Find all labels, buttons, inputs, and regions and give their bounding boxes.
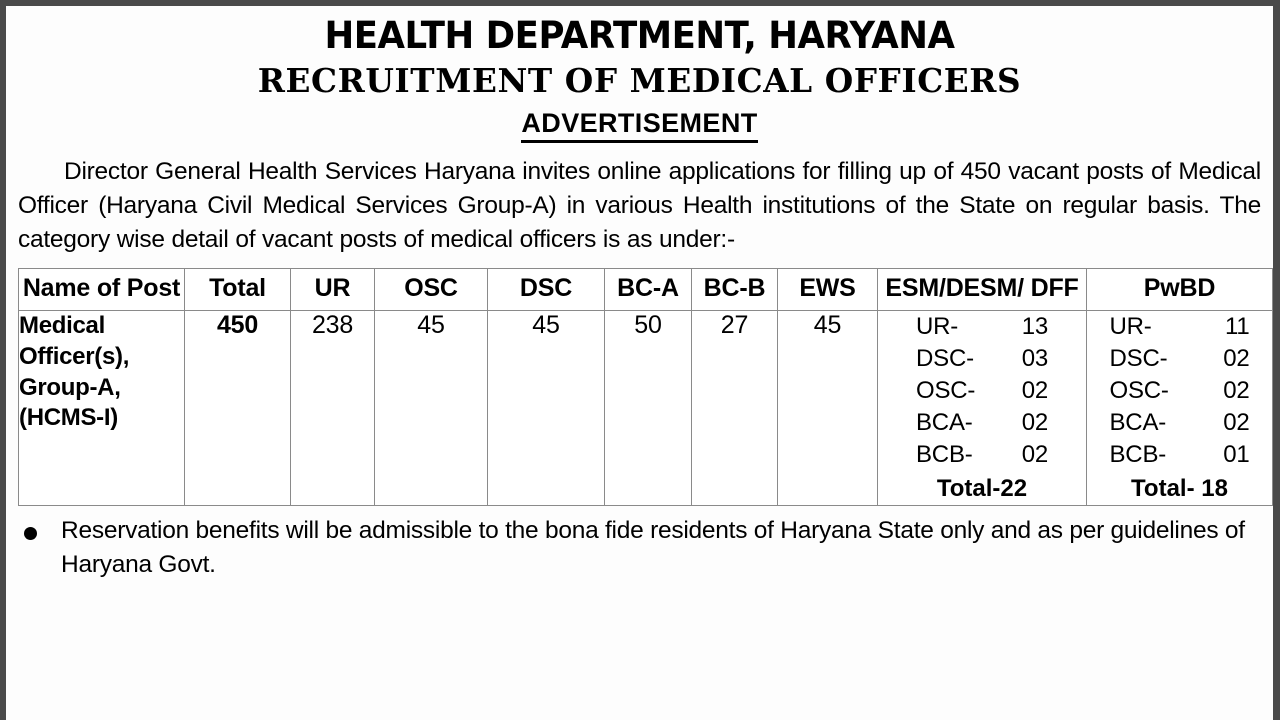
cell-total: 450 [185,311,291,505]
pwbd-label-bca: BCA- [1109,409,1167,436]
cell-ur: 238 [291,311,375,505]
pwbd-label-osc: OSC- [1109,377,1169,405]
pwbd-breakdown-row [1087,439,1272,471]
reservation-note-text: Reservation benefits will be admissible to the bona fide residents of Haryana State only and as per guidelines of Haryana Govt. [61,516,1245,579]
column-header-bc-a: BC-A [605,268,692,311]
esm-label-bcb: BCB- [916,440,973,468]
pwbd-breakdown-row [1087,407,1272,439]
pwbd-breakdown-row [1087,311,1272,343]
esm-breakdown-row [878,407,1086,439]
table-row [19,311,1273,505]
column-header-esm-desm-dff: ESM/DESM/ DFF [878,268,1087,311]
column-header-name-of-post: Name of Post [19,268,185,311]
esm-value-dsc: 03 [1021,345,1048,373]
pwbd-value-osc: 02 [1223,377,1250,405]
page-title: HEALTH DEPARTMENT, HARYANA [324,14,955,57]
pwbd-label-bcb: BCB- [1109,440,1167,468]
esm-value-bcb: 02 [1021,440,1048,468]
pwbd-breakdown-row [1087,375,1272,407]
pwbd-label-dsc: DSC- [1109,345,1168,373]
esm-breakdown-row [878,439,1086,471]
pwbd-label-ur: UR- [1109,313,1152,341]
column-header-dsc: DSC [488,268,605,311]
cell-ews: 45 [778,311,878,505]
cell-bc-b: 27 [692,311,778,505]
esm-value-ur: 13 [1021,313,1048,341]
pwbd-value-dsc: 02 [1223,345,1250,373]
esm-breakdown-row [878,375,1086,407]
column-header-bc-b: BC-B [692,268,778,311]
document-header [6,6,1273,143]
reservation-note [18,514,1261,583]
esm-total: Total-22 [936,474,1028,502]
cell-dsc: 45 [488,311,605,505]
document-body [6,6,1273,720]
column-header-pwbd: PwBD [1087,268,1273,311]
pwbd-value-bcb: 01 [1223,440,1250,468]
esm-label-bca: BCA- [916,409,973,436]
pwbd-breakdown-row [1087,343,1272,375]
esm-breakdown-row [878,311,1086,343]
esm-value-osc: 02 [1021,377,1048,405]
vacancy-table-wrapper [18,268,1261,506]
bullet-icon [24,527,37,540]
pwbd-value-bca: 02 [1223,409,1250,436]
esm-label-osc: OSC- [916,377,976,405]
cell-post-name: Medical Officer(s), Group-A, (HCMS-I) [19,311,185,505]
cell-bc-a: 50 [605,311,692,505]
intro-paragraph: Director General Health Services Haryana invites online applications for filling up of 450 vacant posts of Medical Officer (Haryana Civil Medical Services Group-A) in various Health institutions of the State on regular basis. The category wise detail of vacant posts of medical officers is as under:- [18,157,1261,254]
esm-label-dsc: DSC- [916,345,974,373]
advertisement-heading: ADVERTISEMENT [521,108,757,143]
cell-pwbd [1087,311,1273,505]
column-header-osc: OSC [375,268,488,311]
column-header-ur: UR [291,268,375,311]
column-header-total: Total [185,268,291,311]
column-header-ews: EWS [778,268,878,311]
esm-breakdown-row [878,343,1086,375]
page-subtitle: RECRUITMENT OF MEDICAL OFFICERS [257,60,1022,100]
table-header-row [19,268,1273,311]
vacancy-table [18,268,1273,506]
esm-label-ur: UR- [916,313,959,341]
pwbd-value-ur: 11 [1224,313,1250,341]
esm-value-bca: 02 [1021,409,1048,436]
pwbd-total: Total- 18 [1131,474,1228,502]
cell-osc: 45 [375,311,488,505]
cell-esm-desm-dff [878,311,1087,505]
